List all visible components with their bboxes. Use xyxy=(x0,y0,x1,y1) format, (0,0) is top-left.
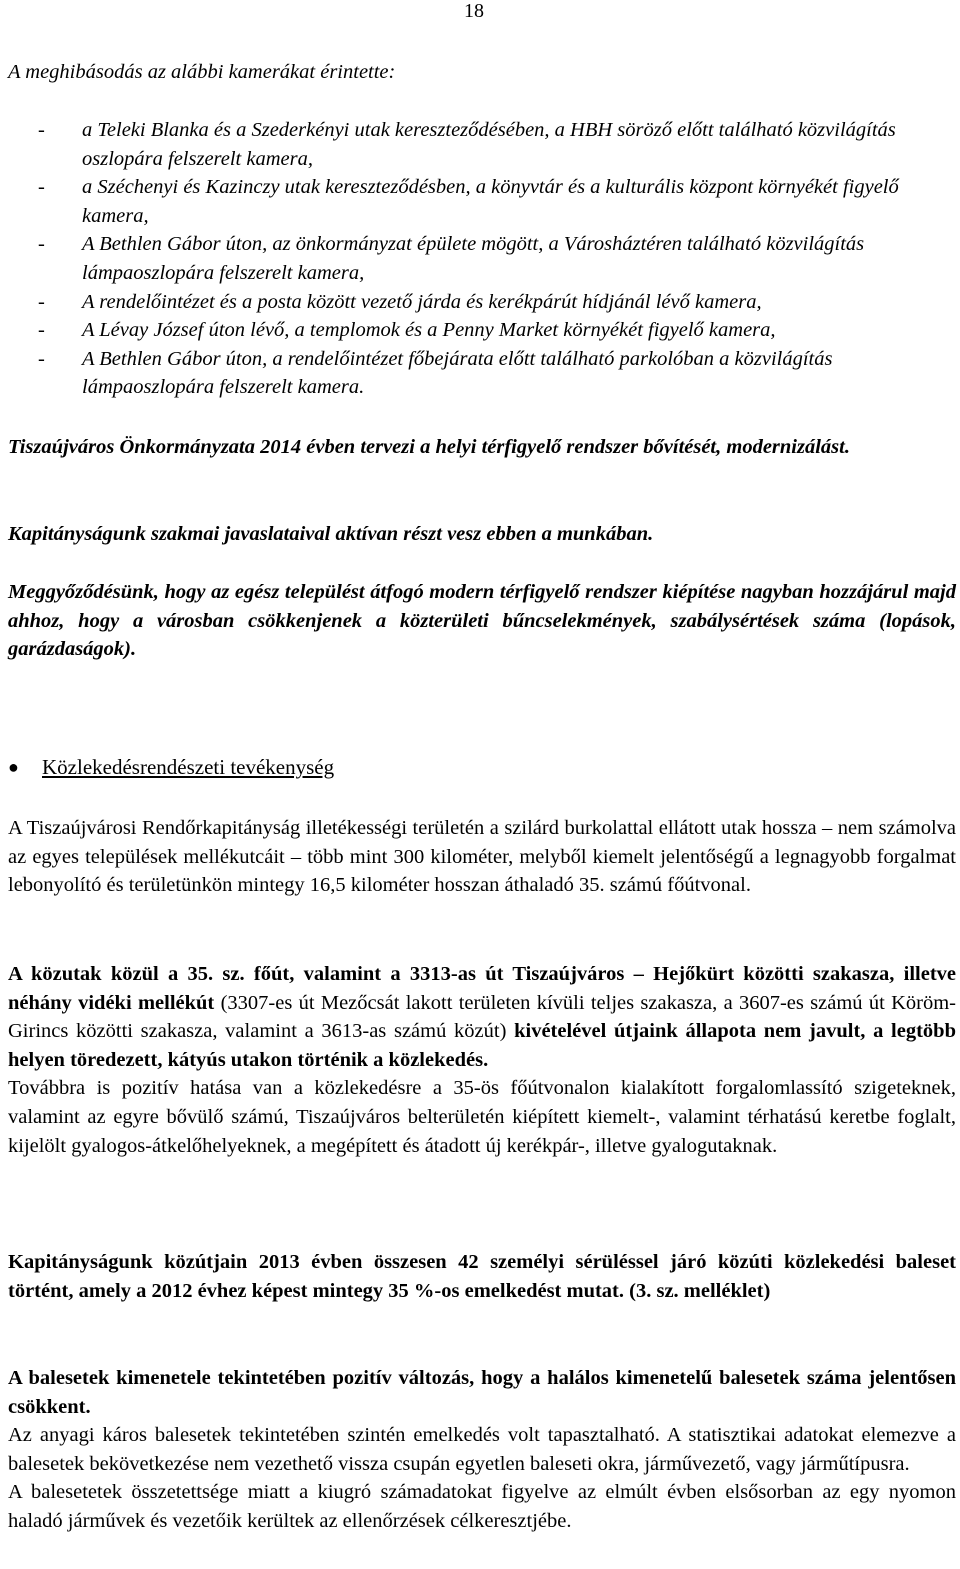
list-item: - A rendelőintézet és a posta között vezető járda és kerékpárút hídjánál lévő kamera, xyxy=(8,288,956,317)
dash-marker: - xyxy=(38,119,45,141)
list-item: - A Lévay József úton lévő, a templomok és a Penny Market környékét figyelő kamera, xyxy=(8,316,956,345)
composition-paragraph: A balesetetek összetettsége miatt a kiugró számadatokat figyelve az elmúlt évben elsősorban az egy nyomon haladó járművek és vezetőik kerültek az ellenőrzések célkeresztjébe. xyxy=(8,1481,956,1532)
section-heading: Közlekedésrendészeti tevékenység xyxy=(42,755,335,779)
list-item: - a Teleki Blanka és a Szederkényi utak kereszteződésében, a HBH söröző előtt található közvilágítás oszlopára felszerelt kamera, xyxy=(8,116,956,173)
dash-marker: - xyxy=(38,347,45,370)
participation-paragraph: Kapitányságunk szakmai javaslataival aktívan részt vesz ebben a munkában. xyxy=(8,523,654,545)
bullet-icon: ● xyxy=(8,757,19,777)
conviction-paragraph: Meggyőződésünk, hogy az egész települést átfogó modern térfigyelő rendszer kiépítése nagyban hozzájárul majd ahhoz, hogy a városban csökkenjenek a közterületi bűncselekmények, szabálysértések száma (lopások, garázdaságok). xyxy=(8,581,956,661)
plans-paragraph: Tiszaújváros Önkormányzata 2014 évben tervezi a helyi térfigyelő rendszer bővítését, modernizálást. xyxy=(8,436,850,458)
material-paragraph: Az anyagi káros balesetek tekintetében szintén emelkedés volt tapasztalható. A statisztikai adatokat elemezve a balesetek bekövetkezése nem vezethető vissza csupán egyetlen baleseti okra, járművezető, vagy járműtípusra. xyxy=(8,1424,956,1475)
roads-condition-paragraph: A közutak közül a 35. sz. főút, valamint a 3313-as út Tiszaújváros – Hejőkürt közötti szakasza, illetve néhány vidéki mellékút (3307-es út Mezőcsát lakott területen kívüli teljes szakasza, a 3607-es számú út Köröm-Girincs közötti szakasza, valamint a 3613-as számú közút) kivételével útjaink állapota nem javult, a legtöbb helyen töredezett, kátyús utakon történik a közlekedés. xyxy=(8,963,957,1071)
accidents-paragraph: Kapitányságunk közútjain 2013 évben összesen 42 személyi sérüléssel járó közúti közlekedési baleset történt, amely a 2012 évhez képest mintegy 35 %-os emelkedést mutat. (3. sz. melléklet) xyxy=(8,1251,956,1302)
roads-condition-section xyxy=(8,960,956,1160)
camera-list xyxy=(8,116,956,402)
list-item: - a Széchenyi és Kazinczy utak kereszteződésben, a könyvtár és a kulturális központ környékét figyelő kamera, xyxy=(8,173,956,230)
page-number: 18 xyxy=(464,0,484,22)
outcome-section xyxy=(8,1364,956,1536)
list-item: - A Bethlen Gábor úton, az önkormányzat épülete mögött, a Városháztéren található közvilágítás lámpaoszlopára felszerelt kamera, xyxy=(8,230,956,287)
dash-marker: - xyxy=(38,233,45,256)
dash-marker: - xyxy=(38,176,45,199)
roads-paragraph: A Tiszaújvárosi Rendőrkapitányság illetékességi területén a szilárd burkolattal ellátott utak hossza – nem számolva az egyes települések mellékutcáit – több mint 300 kilométer, melyből kiemelt jelentőségű a legnagyobb forgalmat lebonyolító és területünkön mintegy 16,5 kilométer hosszan áthaladó 35. számú főútvonal. xyxy=(8,817,956,897)
dash-marker: - xyxy=(38,319,45,342)
list-item: - A Bethlen Gábor úton, a rendelőintézet főbejárata előtt található parkolóban a közvilágítás lámpaoszlopára felszerelt kamera. xyxy=(8,345,956,402)
outcome-paragraph: A balesetek kimenetele tekintetében pozitív változás, hogy a halálos kimenetelű balesetek száma jelentősen csökkent. xyxy=(8,1367,956,1418)
islands-paragraph: Továbbra is pozitív hatása van a közlekedésre a 35-ös főútvonalon kialakított forgalomlassító szigeteknek, valamint az egyre bővülő számú, Tiszaújváros belterületén kiépített kiemelt-, valamint térhatású keretbe foglalt, kijelölt gyalogos-átkelőhelyeknek, a megépített és átadott új kerékpár-, illetve gyalogutaknak. xyxy=(8,1077,956,1157)
dash-marker: - xyxy=(38,290,45,313)
intro-text: A meghibásodás az alábbi kamerákat érintette: xyxy=(8,61,396,83)
